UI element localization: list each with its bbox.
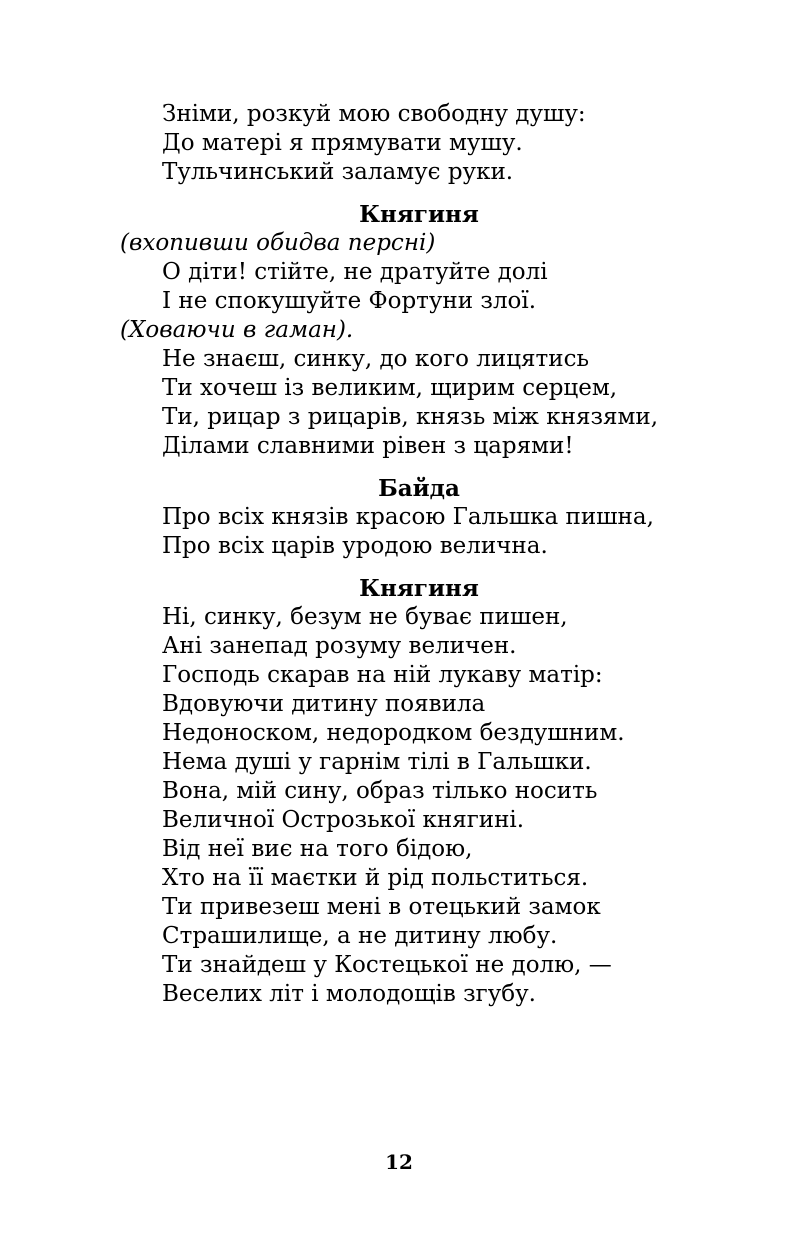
verse-line: Тульчинський заламує руки.: [162, 159, 514, 185]
page-body: [0, 100, 798, 1009]
speaker-name: Байда: [378, 475, 460, 502]
verse-line: Нема душі у гарнім тілі в Гальшки.: [162, 749, 592, 775]
verse-line: Величної Острозької княгині.: [162, 807, 525, 833]
verse-line: Ти, рицар з рицарів, князь між князями,: [162, 404, 659, 430]
verse-line: Веселих літ і молодощів згубу.: [162, 981, 536, 1007]
verse-line: І не спокушуйте Фортуни злої.: [162, 288, 537, 314]
verse-line: Вона, мій сину, образ тілько носить: [162, 778, 598, 804]
verse-line: Ані занепад розуму величен.: [162, 633, 517, 659]
verse-line: Ти знайдеш у Костецької не долю, —: [162, 952, 612, 978]
verse-line: Не знаєш, синку, до кого лицятись: [162, 346, 589, 372]
speaker-name: Княгиня: [359, 201, 479, 228]
verse-line: Від неї виє на того бідою,: [162, 836, 473, 862]
verse-line: Ти привезеш мені в отецький замок: [162, 894, 601, 920]
verse-line: Ти хочеш із великим, щирим серцем,: [162, 375, 618, 401]
verse-line: Ділами славними рівен з царями!: [162, 433, 574, 459]
verse-line: До матері я прямувати мушу.: [162, 130, 523, 156]
verse-line: Недоноском, недородком бездушним.: [162, 720, 625, 746]
verse-line: Господь скарав на ній лукаву матір:: [162, 662, 603, 688]
verse-line: Про всіх князів красою Гальшка пишна,: [162, 504, 654, 530]
verse-line: Вдовуючи дитину появила: [162, 691, 486, 717]
verse-line: Хто на її маєтки й рід польститься.: [162, 865, 589, 891]
verse-line: Страшилище, а не дитину любу.: [162, 923, 558, 949]
verse-line: Про всіх царів уродою велична.: [162, 533, 548, 559]
stage-direction: (вхопивши обидва персні): [120, 230, 436, 256]
page-number: 12: [385, 1150, 413, 1174]
verse-line: Зніми, розкуй мою свободну душу:: [162, 101, 586, 127]
verse-line: Ні, синку, безум не буває пишен,: [162, 604, 568, 630]
verse-line: О діти! стійте, не дратуйте долі: [162, 259, 548, 285]
speaker-name: Княгиня: [359, 575, 479, 602]
stage-direction: (Ховаючи в гаман).: [120, 317, 354, 343]
